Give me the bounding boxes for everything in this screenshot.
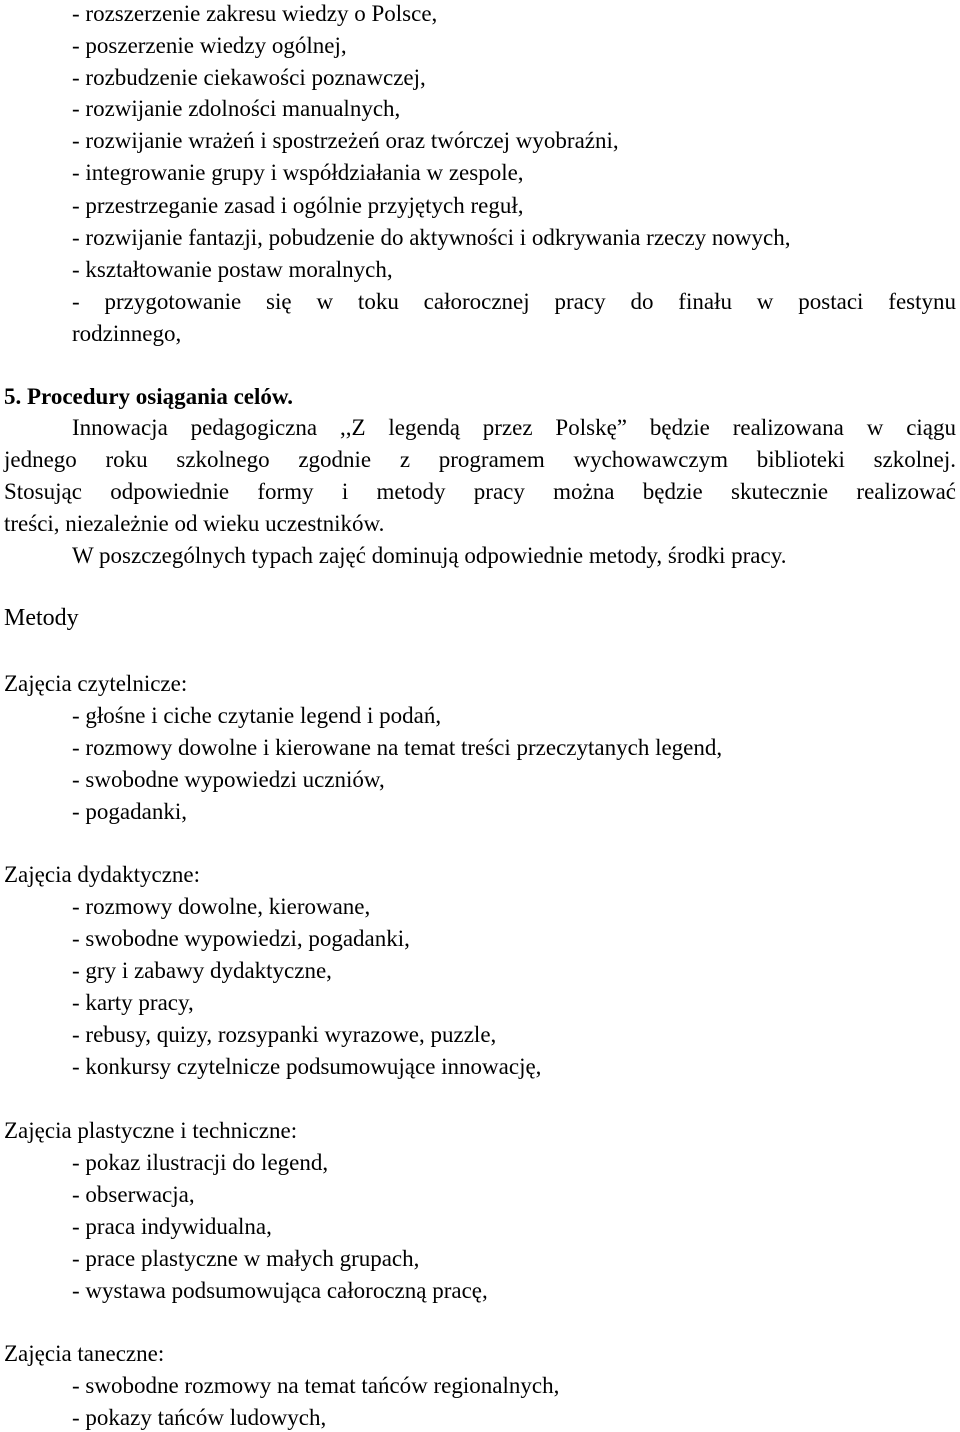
goal-item-continuation: rodzinnego,	[72, 321, 182, 346]
goal-item: - rozszerzenie zakresu wiedzy o Polsce,	[72, 1, 438, 26]
list-item: - pogadanki,	[72, 799, 187, 824]
list-item: - pokaz ilustracji do legend,	[72, 1150, 329, 1175]
list-item: - swobodne rozmowy na temat tańców regionalnych,	[72, 1373, 560, 1398]
list-item: - swobodne wypowiedzi, pogadanki,	[72, 926, 410, 951]
goal-item: - kształtowanie postaw moralnych,	[72, 257, 393, 282]
goal-item: - przygotowanie się w toku całorocznej pracy do finału w postaci festynu	[72, 289, 956, 314]
list-item: - gry i zabawy dydaktyczne,	[72, 958, 332, 983]
goal-item: - poszerzenie wiedzy ogólnej,	[72, 33, 347, 58]
group-title: Zajęcia taneczne:	[4, 1341, 165, 1366]
list-item: - pokazy tańców ludowych,	[72, 1405, 327, 1430]
paragraph-line: jednego roku szkolnego zgodnie z programem wychowawczym biblioteki szkolnej.	[4, 447, 956, 472]
list-item: - karty pracy,	[72, 990, 194, 1015]
section-heading: 5. Procedury osiągania celów.	[4, 384, 293, 409]
paragraph-line: Stosując odpowiednie formy i metody pracy można będzie skutecznie realizować	[4, 479, 956, 504]
group-title: Zajęcia czytelnicze:	[4, 671, 188, 696]
paragraph-line: Innowacja pedagogiczna ,,Z legendą przez Polskę” będzie realizowana w ciągu	[72, 415, 956, 440]
goal-item: - rozwijanie fantazji, pobudzenie do aktywności i odkrywania rzeczy nowych,	[72, 225, 791, 250]
paragraph-line: treści, niezależnie od wieku uczestników.	[4, 511, 385, 536]
goal-item: - przestrzeganie zasad i ogólnie przyjętych reguł,	[72, 193, 524, 218]
group-title: Zajęcia dydaktyczne:	[4, 862, 201, 887]
list-item: - wystawa podsumowująca całoroczną pracę,	[72, 1278, 488, 1303]
methods-title: Metody	[4, 605, 79, 631]
goal-item: - rozwijanie zdolności manualnych,	[72, 96, 401, 121]
list-item: - konkursy czytelnicze podsumowujące innowację,	[72, 1054, 542, 1079]
list-item: - obserwacja,	[72, 1182, 195, 1207]
list-item: - praca indywidualna,	[72, 1214, 272, 1239]
goal-item: - integrowanie grupy i współdziałania w zespole,	[72, 160, 524, 185]
goal-item: - rozwijanie wrażeń i spostrzeżeń oraz twórczej wyobraźni,	[72, 128, 619, 153]
list-item: - rozmowy dowolne, kierowane,	[72, 894, 371, 919]
list-item: - rozmowy dowolne i kierowane na temat treści przeczytanych legend,	[72, 735, 723, 760]
goal-item: - rozbudzenie ciekawości poznawczej,	[72, 65, 426, 90]
paragraph-line: W poszczególnych typach zajęć dominują odpowiednie metody, środki pracy.	[72, 543, 787, 568]
list-item: - swobodne wypowiedzi uczniów,	[72, 767, 385, 792]
list-item: - głośne i ciche czytanie legend i podań,	[72, 703, 442, 728]
group-title: Zajęcia plastyczne i techniczne:	[4, 1118, 298, 1143]
list-item: - rebusy, quizy, rozsypanki wyrazowe, puzzle,	[72, 1022, 497, 1047]
list-item: - prace plastyczne w małych grupach,	[72, 1246, 420, 1271]
